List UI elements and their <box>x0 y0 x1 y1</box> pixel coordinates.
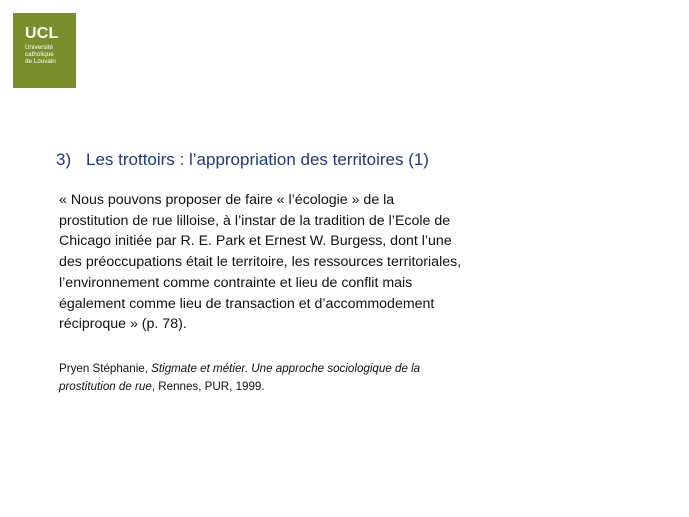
reference-suffix: , Rennes, PUR, 1999. <box>151 379 265 393</box>
slide-title-number: 3) <box>56 150 72 169</box>
quote-line: l’environnement comme contrainte et lieu de conflit mais <box>59 274 413 291</box>
logo-line-1: Université <box>25 44 53 51</box>
quote-line: des préoccupations était le territoire, les ressources territoriales, <box>59 254 462 271</box>
quote-line: également comme lieu de transaction et d’accommodement <box>59 295 435 312</box>
reference-title-part-2: prostitution de rue <box>59 379 152 393</box>
quote-paragraph <box>59 190 529 335</box>
quote-line: réciproque » (p. 78). <box>59 316 187 333</box>
slide-title <box>56 147 429 173</box>
reference-author: Pryen Stéphanie, <box>59 362 152 375</box>
quote-line: prostitution de rue lilloise, à l’instar de la tradition de l’Ecole de <box>59 212 451 229</box>
quote-line: « Nous pouvons proposer de faire « l’écologie » de la <box>59 192 395 208</box>
reference-line-2 <box>59 378 519 396</box>
reference-citation <box>59 360 519 395</box>
ucl-logo <box>13 13 76 88</box>
logo-line-2: catholique <box>25 51 54 59</box>
reference-line-1 <box>59 360 519 378</box>
logo-line-3: de Louvain <box>25 58 56 66</box>
slide-title-text: Les trottoirs : l’appropriation des territoires (1) <box>86 150 429 169</box>
reference-title-part-1: Stigmate et métier. Une approche sociologique de la <box>151 362 421 375</box>
quote-line: Chicago initiée par R. E. Park et Ernest W. Burgess, dont l’une <box>59 233 452 250</box>
logo-main-text: UCL <box>25 25 59 42</box>
